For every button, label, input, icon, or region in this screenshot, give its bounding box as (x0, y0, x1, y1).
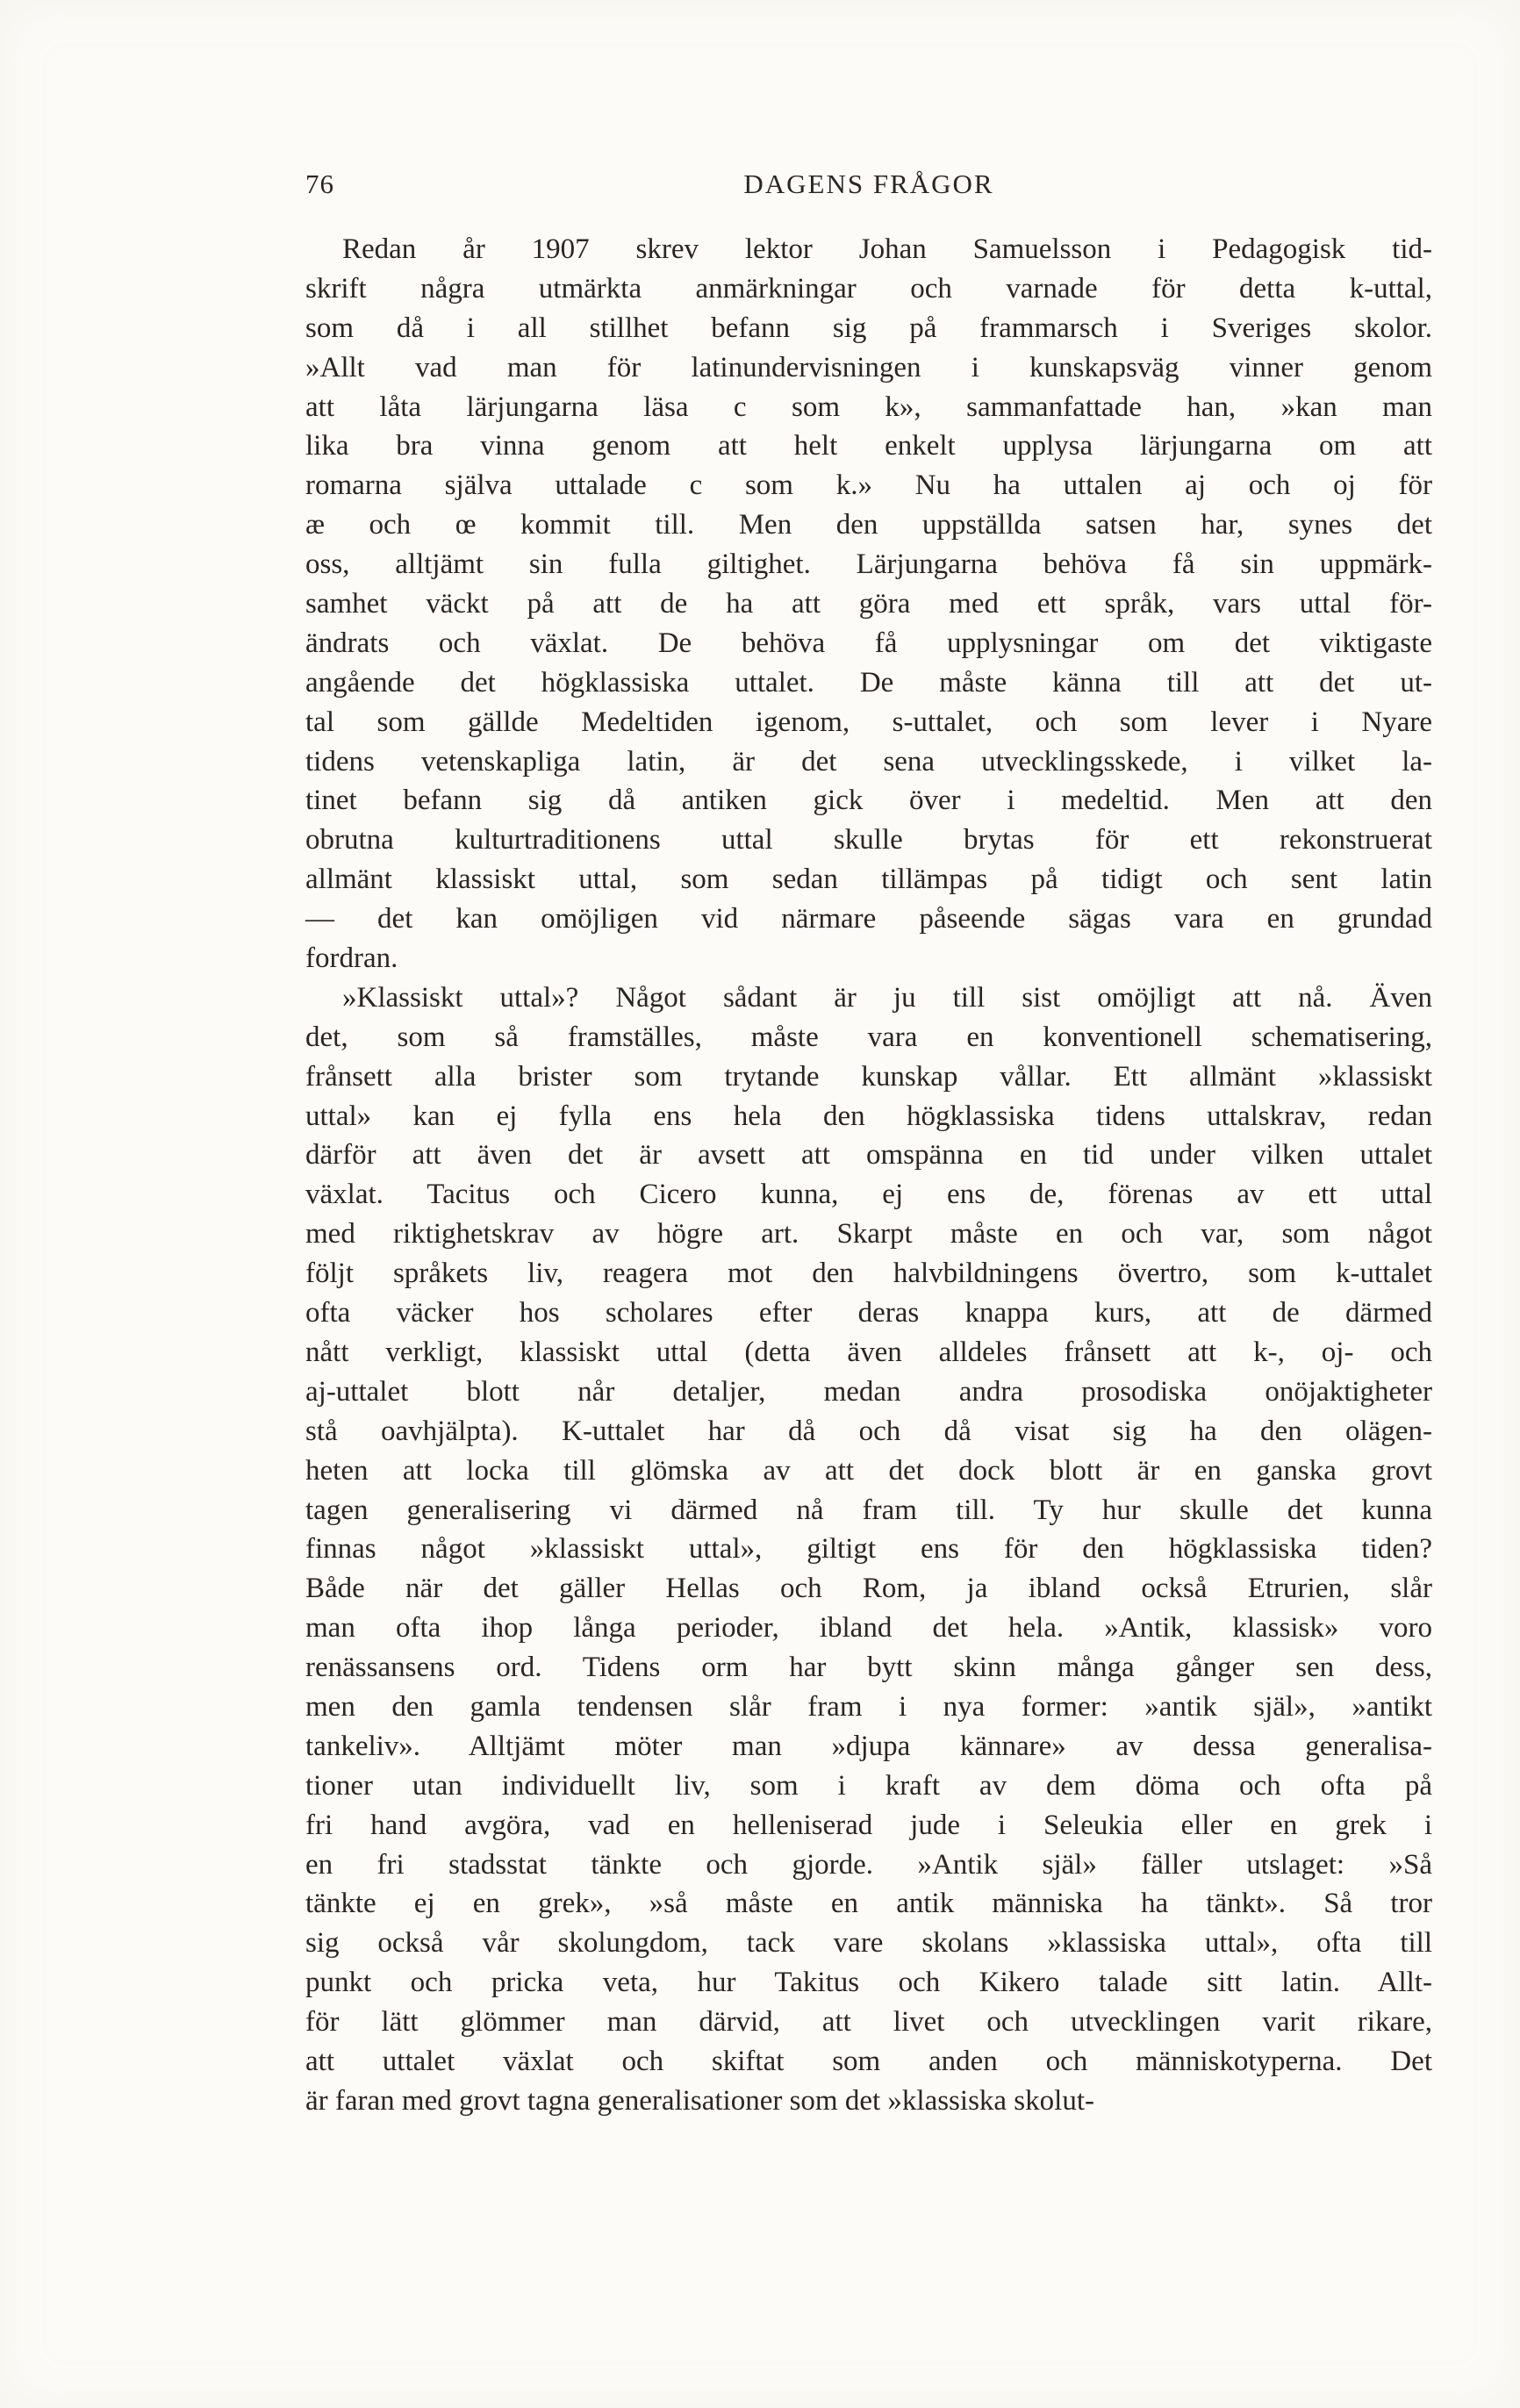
text-line: Redan år 1907 skrev lektor Johan Samuelsson i Pedagogisk tid- (342, 233, 1432, 265)
text-line: obrutna kulturtraditionens uttal skulle brytas för ett rekonstruerat (305, 824, 1432, 856)
text-line: punkt och pricka veta, hur Takitus och Kikero talade sitt latin. Allt- (305, 1967, 1432, 1999)
text-line: växlat. Tacitus och Cicero kunna, ej ens de, förenas av ett uttal (305, 1179, 1432, 1211)
text-line: romarna själva uttalade c som k.» Nu ha uttalen aj och oj för (305, 469, 1432, 502)
text-line: tal som gällde Medeltiden igenom, s-uttalet, och som lever i Nyare (305, 706, 1432, 738)
text-line: oss, alltjämt sin fulla giltighet. Lärjungarna behöva få sin uppmärk- (305, 548, 1432, 581)
text-line: »Allt vad man för latinundervisningen i kunskapsväg vinner genom (305, 351, 1432, 383)
text-line: att uttalet växlat och skiftat som anden och människotyperna. Det (305, 2045, 1432, 2077)
text-line: samhet väckt på att de ha att göra med ett språk, vars uttal för- (305, 588, 1432, 620)
text-line: finnas något »klassiskt uttal», giltigt ens för den högklassiska tiden? (305, 1533, 1432, 1566)
text-line: — det kan omöjligen vid närmare påseende sägas vara en grundad (305, 903, 1432, 935)
body-text (305, 230, 1432, 2121)
text-line: följt språkets liv, reagera mot den halvbildningens övertro, som k-uttalet (305, 1258, 1432, 1290)
text-line: tinet befann sig då antiken gick över i medeltid. Men att den (305, 785, 1432, 817)
text-line: allmänt klassiskt uttal, som sedan tillämpas på tidigt och sent latin (305, 864, 1432, 896)
text-line: tagen generalisering vi därmed nå fram till. Ty hur skulle det kunna (305, 1494, 1432, 1526)
text-line: nått verkligt, klassiskt uttal (detta även alldeles frånsett att k-, oj- och (305, 1336, 1432, 1368)
text-line: angående det högklassiska uttalet. De måste känna till att det ut- (305, 666, 1432, 699)
text-line: tänkte ej en grek», »så måste en antik människa ha tänkt». Så tror (305, 1888, 1432, 1920)
text-line: att låta lärjungarna läsa c som k», sammanfattade han, »kan man (305, 391, 1432, 423)
page-header (305, 168, 1432, 212)
text-line: skrift några utmärkta anmärkningar och varnade för detta k-uttal, (305, 272, 1432, 305)
text-line: sig också vår skolungdom, tack vare skolans »klassiska uttal», ofta till (305, 1927, 1432, 1960)
text-line: ändrats och växlat. De behöva få upplysningar om det viktigaste (305, 627, 1432, 659)
text-line: ofta väcker hos scholares efter deras knappa kurs, att de därmed (305, 1297, 1432, 1329)
text-line: det, som så framställes, måste vara en konventionell schematisering, (305, 1021, 1432, 1053)
text-line: aj-uttalet blott når detaljer, medan andra prosodiska onöjaktigheter (305, 1375, 1432, 1408)
text-line: med riktighetskrav av högre art. Skarpt måste en och var, som något (305, 1218, 1432, 1251)
text-line: tioner utan individuellt liv, som i kraft av dem döma och ofta på (305, 1769, 1432, 1802)
text-line: æ och œ kommit till. Men den uppställda satsen har, synes det (305, 509, 1432, 541)
text-line: lika bra vinna genom att helt enkelt upplysa lärjungarna om att (305, 430, 1432, 462)
text-line: fordran. (305, 942, 398, 975)
paragraph (305, 230, 1432, 978)
text-line: som då i all stillhet befann sig på frammarsch i Sveriges skolor. (305, 312, 1432, 344)
text-line: för lätt glömmer man därvid, att livet och utvecklingen varit rikare, (305, 2006, 1432, 2039)
text-line: man ofta ihop långa perioder, ibland det hela. »Antik, klassisk» voro (305, 1612, 1432, 1645)
text-line: frånsett alla brister som trytande kunskap vållar. Ett allmänt »klassiskt (305, 1060, 1432, 1093)
text-line: en fri stadsstat tänkte och gjorde. »Antik själ» fäller utslaget: »Så (305, 1848, 1432, 1881)
text-line: stå oavhjälpta). K-uttalet har då och då visat sig ha den olägen- (305, 1415, 1432, 1447)
text-line: men den gamla tendensen slår fram i nya former: »antik själ», »antikt (305, 1690, 1432, 1723)
text-line: »Klassiskt uttal»? Något sådant är ju till sist omöjligt att nå. Även (342, 981, 1432, 1014)
text-line: tidens vetenskapliga latin, är det sena utvecklingsskede, i vilket la- (305, 745, 1432, 778)
text-line: Både när det gäller Hellas och Rom, ja ibland också Etrurien, slår (305, 1573, 1432, 1605)
text-line: därför att även det är avsett att omspänna en tid under vilken uttalet (305, 1139, 1432, 1172)
running-head: DAGENS FRÅGOR (743, 168, 994, 199)
text-line: uttal» kan ej fylla ens hela den högklassiska tidens uttalskrav, redan (305, 1100, 1432, 1132)
text-line: tankeliv». Alltjämt möter man »djupa kännare» av dessa generalisa- (305, 1730, 1432, 1762)
text-line: är faran med grovt tagna generalisationer som det »klassiska skolut- (305, 2084, 1094, 2117)
text-line: fri hand avgöra, vad en helleniserad jude i Seleukia eller en grek i (305, 1809, 1432, 1841)
paragraph (305, 978, 1432, 2121)
text-line: renässansens ord. Tidens orm har bytt skinn många gånger sen dess, (305, 1652, 1432, 1684)
text-line: heten att locka till glömska av att det dock blott är en ganska grovt (305, 1454, 1432, 1487)
page-number: 76 (305, 168, 334, 199)
